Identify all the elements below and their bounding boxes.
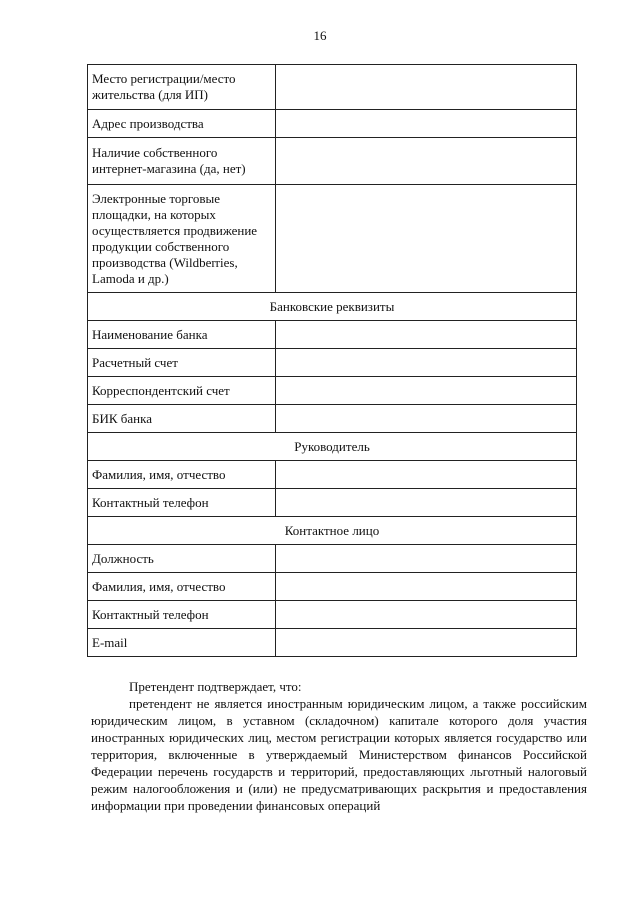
- director-full-name-value[interactable]: [276, 461, 577, 489]
- table-row: [88, 185, 577, 293]
- declaration-section: [91, 678, 587, 814]
- declaration-lead: Претендент подтверждает, что:: [129, 679, 302, 694]
- registration-address-value[interactable]: [276, 65, 577, 110]
- settlement-account-value[interactable]: [276, 349, 577, 377]
- marketplaces-label: Электронные торговые площадки, на которых осуществляется продвижение продукции собственного производства (Wildberries, Lamoda и др.): [88, 185, 276, 293]
- table-row: [88, 573, 577, 601]
- table-row: [88, 321, 577, 349]
- table-row: [88, 377, 577, 405]
- declaration-body: претендент не является иностранным юридическим лицом, а также российским юридическим лицом, в уставном (складочном) капитале которого доля участия иностранных юридических лиц, местом регистрации которых является государство или территория, включенные в утверждаемый Министерством финансов Российской Федерации перечень государств и территорий, предоставляющих льготный налоговый режим налогообложения и (или) не предусматривающих раскрытия и предоставления информации при проведении финансовых операций: [91, 696, 587, 813]
- production-address-value[interactable]: [276, 110, 577, 138]
- bank-bic-value[interactable]: [276, 405, 577, 433]
- contact-full-name-label: Фамилия, имя, отчество: [88, 573, 276, 601]
- section-header-row: [88, 433, 577, 461]
- table-row: [88, 629, 577, 657]
- contact-email-label: E-mail: [88, 629, 276, 657]
- table-row: [88, 138, 577, 185]
- table-row: [88, 405, 577, 433]
- bank-name-value[interactable]: [276, 321, 577, 349]
- bank-bic-label: БИК банка: [88, 405, 276, 433]
- bank-name-label: Наименование банка: [88, 321, 276, 349]
- contact-phone-value[interactable]: [276, 601, 577, 629]
- contact-position-value[interactable]: [276, 545, 577, 573]
- bank-details-heading: Банковские реквизиты: [88, 293, 577, 321]
- section-header-row: [88, 517, 577, 545]
- marketplaces-value[interactable]: [276, 185, 577, 293]
- table-row: [88, 545, 577, 573]
- correspondent-account-value[interactable]: [276, 377, 577, 405]
- table-row: [88, 65, 577, 110]
- own-online-store-label: Наличие собственного интернет-магазина (да, нет): [88, 138, 276, 185]
- table-row: [88, 110, 577, 138]
- contact-person-heading: Контактное лицо: [88, 517, 577, 545]
- contact-email-value[interactable]: [276, 629, 577, 657]
- director-phone-value[interactable]: [276, 489, 577, 517]
- production-address-label: Адрес производства: [88, 110, 276, 138]
- director-full-name-label: Фамилия, имя, отчество: [88, 461, 276, 489]
- correspondent-account-label: Корреспондентский счет: [88, 377, 276, 405]
- table-row: [88, 461, 577, 489]
- contact-full-name-value[interactable]: [276, 573, 577, 601]
- applicant-info-table: [87, 64, 577, 657]
- table-row: [88, 349, 577, 377]
- registration-address-label: Место регистрации/место жительства (для ИП): [88, 65, 276, 110]
- page-number: 16: [313, 28, 327, 43]
- own-online-store-value[interactable]: [276, 138, 577, 185]
- director-phone-label: Контактный телефон: [88, 489, 276, 517]
- table-row: [88, 489, 577, 517]
- settlement-account-label: Расчетный счет: [88, 349, 276, 377]
- table-row: [88, 601, 577, 629]
- contact-position-label: Должность: [88, 545, 276, 573]
- director-heading: Руководитель: [88, 433, 577, 461]
- section-header-row: [88, 293, 577, 321]
- contact-phone-label: Контактный телефон: [88, 601, 276, 629]
